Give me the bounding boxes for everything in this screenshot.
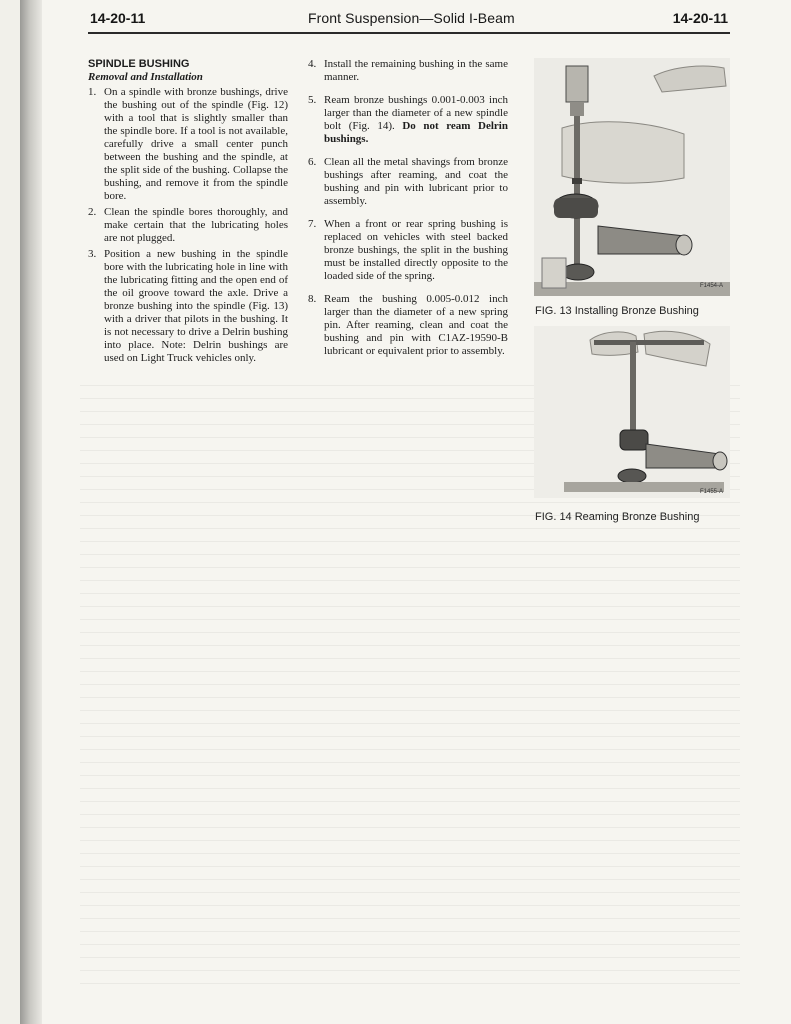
page-number-right: 14-20-11	[672, 10, 728, 26]
step-number: 5.	[308, 94, 317, 106]
page-header	[90, 10, 728, 32]
step-item	[88, 86, 288, 203]
step-number: 2.	[88, 206, 97, 218]
step-item	[308, 94, 508, 146]
fig14-photo	[534, 326, 730, 498]
step-number: 3.	[88, 248, 97, 260]
fig13-photo	[534, 58, 730, 296]
text-column-left	[88, 58, 288, 368]
step-item	[308, 156, 508, 208]
page-title: Front Suspension—Solid I-Beam	[308, 10, 515, 26]
step-text: Ream bronze bushings 0.001-0.003 inch larger than the diameter of a new spindle bolt (Fig. 14).	[324, 94, 508, 132]
step-text: Install the remaining bushing in the same manner.	[324, 58, 508, 83]
section-subtitle: Removal and Installation	[88, 71, 203, 83]
step-item	[308, 293, 508, 358]
step-number: 1.	[88, 86, 97, 98]
page-binding-shadow	[20, 0, 42, 1024]
steps-list-left	[88, 86, 288, 365]
step-text: Position a new bushing in the spindle bore with the lubricating hole in line with the lubricating fitting and the open end of the oil groove toward the axle. Drive a bronze bushing into the spindle (Fig. 13) with a driver that pilots in the bushing. It is not necessary to drive a Delrin bushing into place. Note: Delrin bushings are used on Light Truck vehicles only.	[104, 248, 288, 364]
step-text: Clean all the metal shavings from bronze bushings after reaming, and coat the bushing and pin with lubricant prior to assembly.	[324, 156, 508, 207]
step-number: 6.	[308, 156, 317, 168]
step-number: 8.	[308, 293, 317, 305]
step-text: When a front or rear spring bushing is replaced on vehicles with steel backed bronze bushings, the split in the bushing must be installed directly opposite to the loaded side of the spring.	[324, 218, 508, 282]
section-title: SPINDLE BUSHING	[88, 58, 190, 70]
fig14-code: F1455-A	[700, 489, 724, 495]
steps-list-middle	[308, 58, 508, 358]
step-number: 4.	[308, 58, 317, 70]
step-item	[88, 248, 288, 365]
header-rule	[88, 32, 730, 34]
step-item	[308, 58, 508, 84]
page-number-left: 14-20-11	[90, 10, 146, 26]
step-item	[88, 206, 288, 245]
fig13-caption: FIG. 13 Installing Bronze Bushing	[535, 305, 699, 317]
fig14-caption: FIG. 14 Reaming Bronze Bushing	[535, 511, 700, 523]
step-text: Clean the spindle bores thoroughly, and make certain that the lubricating holes are not plugged.	[104, 206, 288, 244]
step-item	[308, 218, 508, 283]
fig13-code: F1454-A	[700, 283, 724, 289]
step-warning: Do not ream Delrin bushings.	[324, 120, 508, 145]
step-text: Ream the bushing 0.005-0.012 inch larger than the diameter of a new spring pin. After reaming, clean and coat the bushing and pin with C1AZ-19590-B lubricant or equivalent prior to assembly.	[324, 293, 508, 357]
text-column-middle	[308, 58, 508, 368]
step-number: 7.	[308, 218, 317, 230]
step-text: On a spindle with bronze bushings, drive the bushing out of the spindle (Fig. 12) with a tool that is slightly smaller than the spindle bore. If a tool is not available, carefully drive a small center punch between the bushing and the spindle, at the split side of the bushing. Collapse the bushing, and remove it from the spindle bore.	[104, 86, 288, 202]
